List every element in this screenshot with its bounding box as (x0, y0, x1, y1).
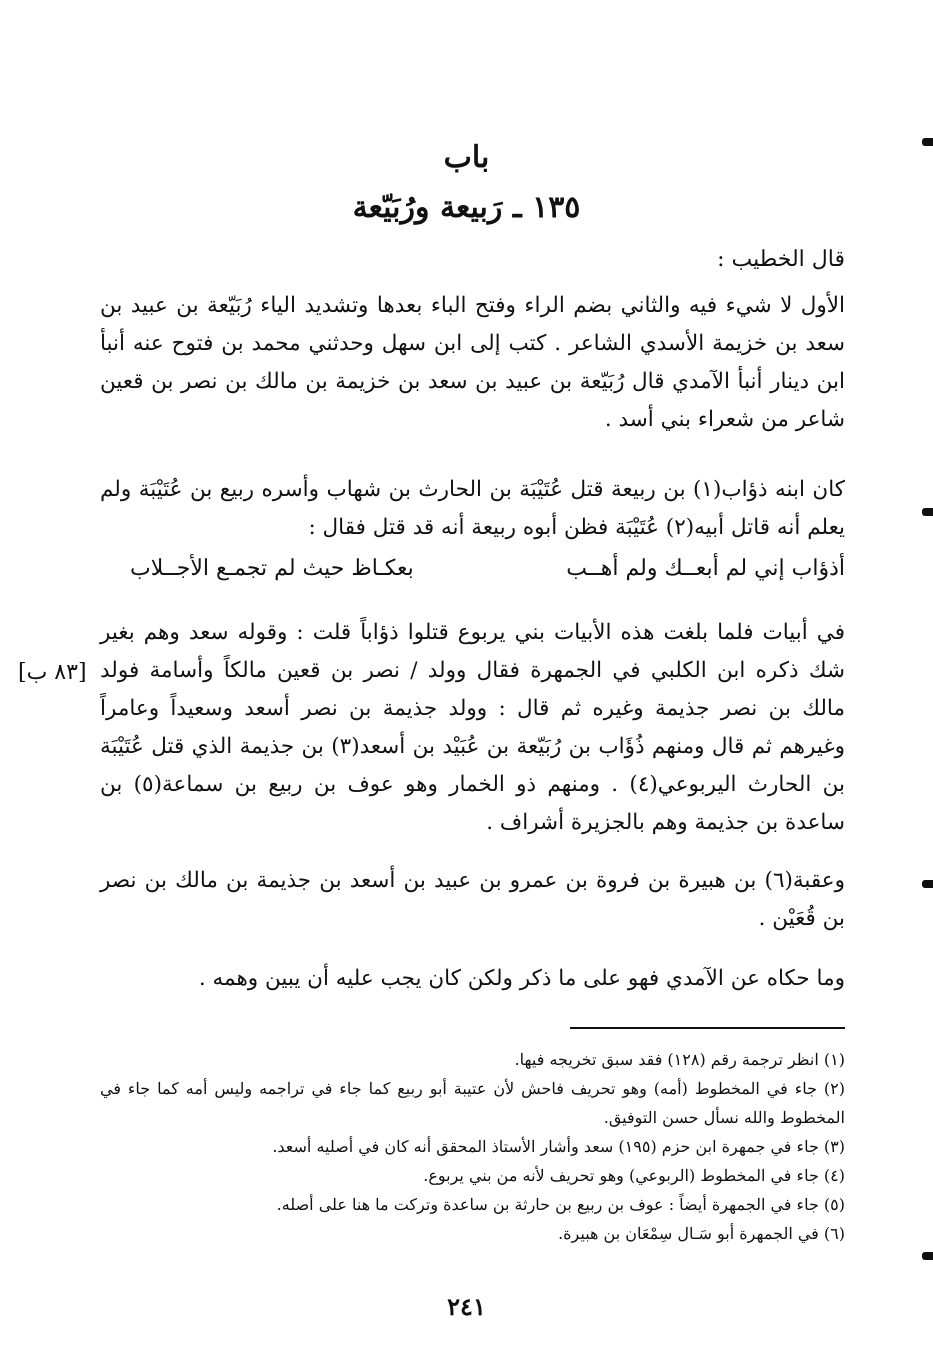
scan-edge-mark (922, 138, 933, 146)
paragraph-5: وما حكاه عن الآمدي فهو على ما ذكر ولكن كان يجب عليه أن يبين وهمه . (198, 966, 845, 991)
footnote-item: (٣) جاء في جمهرة ابن حزم (١٩٥) سعد وأشار الأستاذ المحقق أنه كان في أصليه أسعد. (272, 1137, 845, 1156)
footnote-item: (١) انظر ترجمة رقم (١٢٨) فقد سبق تخريجه فيها. (514, 1050, 845, 1069)
manuscript-folio-marker: [٨٣ ب] (18, 660, 87, 685)
scan-edge-mark (922, 508, 933, 516)
paragraph-1: الأول لا شيء فيه والثاني بضم الراء وفتح الباء بعدها وتشديد الياء رُبَيّعة بن عبيد بن سعد بن خزيمة الأسدي الشاعر . كتب إلى ابن سهل وحدثني محمد بن فتوح عنه أنبأ ابن دينار أنبأ الآمدي قال رُبَيّعة بن عبيد بن سعد بن خزيمة بن مالك بن نصر بن قعين شاعر من شعراء بني أسد . (100, 293, 845, 432)
footnote-item: (٥) جاء في الجمهرة أيضاً : عوف بن ربيع بن حارثة بن ساعدة وتركت ما هنا على أصله. (276, 1195, 845, 1214)
paragraph-4: وعقبة(٦) بن هبيرة بن فروة بن عمرو بن عبيد بن أسعد بن جذيمة بن مالك بن نصر بن قُعَيْن . (100, 868, 845, 931)
footnote-item: (٤) جاء في المخطوط (الربوعي) وهو تحريف لأنه من بني يربوع. (423, 1166, 845, 1185)
paragraph-2: كان ابنه ذؤاب(١) بن ربيعة قتل عُتَيْبَة بن الحارث بن شهاب وأسره ربيع بن عُتَيْبَة ولم يعلم أنه قاتل أبيه(٢) عُتَيْبَة فظن أبوه ربيعة أنه قد قتل فقال : (100, 477, 845, 540)
verse-second-hemistich: بعكـاظ حيث لم تجمـع الأجــلاب (130, 556, 414, 581)
scan-edge-mark (922, 880, 933, 888)
footnotes-list (100, 1045, 845, 1248)
lead-line: قال الخطيب : (717, 247, 845, 272)
entry-title: ١٣٥ ـ رَبيعة ورُبَيّعة (352, 190, 581, 225)
footnote-separator (570, 1027, 845, 1029)
footnote-item: (٦) في الجمهرة أبو سَـال سِمْعَان بن هبيرة. (558, 1224, 845, 1243)
paragraph-3: في أبيات فلما بلغت هذه الأبيات بني يربوع قتلوا ذؤاباً قلت : وقوله سعد وهم بغير شك ذكره ابن الكلبي في الجمهرة فقال وولد / نصر بن قعين مالكاً وأسامة فولد مالك بن نصر جذيمة وغيره ثم قال : وولد جذيمة بن نصر أسعد وسعيداً وعامراً وغيرهم ثم قال ومنهم ذُؤَاب بن رُبَيّعة بن عُبَيْد بن أسعد(٣) بن جذيمة الذي قتل عُتَيْبَة بن الحارث اليربوعي(٤) . ومنهم ذو الخمار وهو عوف بن ربيع بن سماعة(٥) بن ساعدة بن جذيمة وهم بالجزيرة أشراف . (100, 620, 845, 835)
scan-edge-mark (922, 1252, 933, 1260)
page-number: ٢٤١ (447, 1292, 486, 1321)
verse-first-hemistich: أذؤاب إني لم أبعــك ولم أهــب (566, 556, 845, 581)
chapter-heading: باب (443, 140, 490, 175)
poem-verse (130, 556, 845, 581)
footnote-item: (٢) جاء في المخطوط (أمه) وهو تحريف فاحش لأن عتيبة أبو ربيع كما جاء في تراجمه وليس أمه كما جاء في المخطوط والله نسأل حسن التوفيق. (100, 1079, 845, 1127)
